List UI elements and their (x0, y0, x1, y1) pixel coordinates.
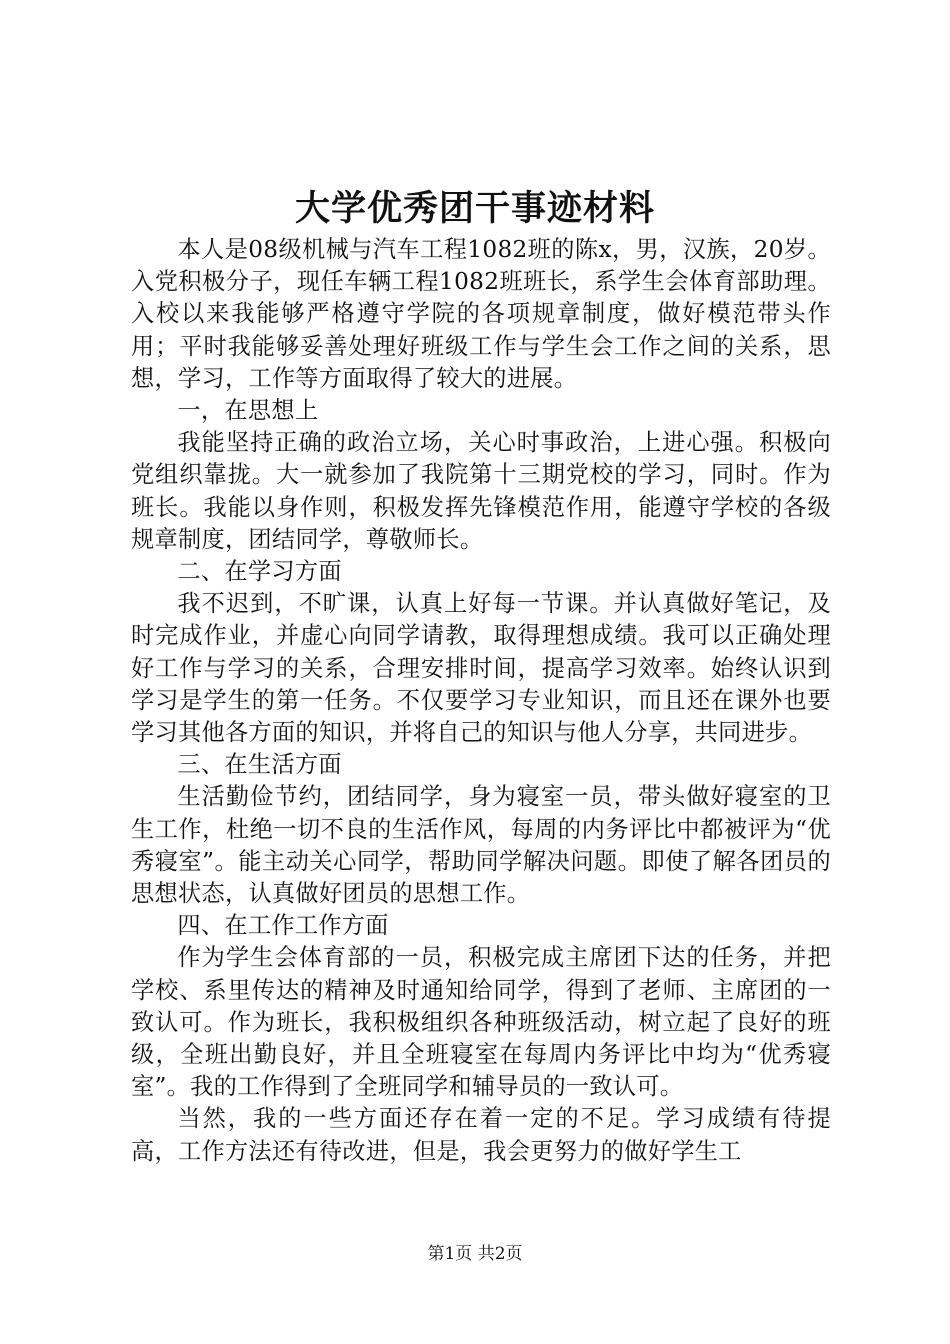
document-title: 大学优秀团干事迹材料 (294, 188, 655, 229)
paragraph-conclusion: 当然，我的一些方面还存在着一定的不足。学习成绩有待提高，工作方法还有待改进，但是，我会更努力的做好学生工 (131, 1105, 831, 1165)
paragraph-work: 作为学生会体育部的一员，积极完成主席团下达的任务，并把学校、系里传达的精神及时通知给同学，得到了老师、主席团的一致认可。作为班长，我积极组织各种班级活动，树立起了良好的班级，全班出勤良好，并且全班寝室在每周内务评比中均为“优秀寝室”。我的工作得到了全班同学和辅导员的一致认可。 (131, 944, 831, 1101)
section-heading-work: 四、在工作工作方面 (177, 912, 389, 940)
paragraph-life: 生活勤俭节约，团结同学，身为寝室一员，带头做好寝室的卫生工作，杜绝一切不良的生活作风，每周的内务评比中都被评为“优秀寝室”。能主动关心同学，帮助同学解决问题。即使了解各团员的思想状态，认真做好团员的思想工作。 (131, 783, 831, 908)
page-number-footer: 第1页 共2页 (427, 1244, 523, 1264)
section-heading-study: 二、在学习方面 (177, 558, 342, 586)
paragraph-study: 我不迟到，不旷课，认真上好每一节课。并认真做好笔记，及时完成作业，并虚心向同学请教，取得理想成绩。我可以正确处理好工作与学习的关系，合理安排时间，提高学习效率。始终认识到学习是学生的第一任务。不仅要学习专业知识，而且还在课外也要学习其他各方面的知识，并将自己的知识与他人分享，共同进步。 (131, 590, 831, 747)
paragraph-thought: 我能坚持正确的政治立场，关心时事政治，上进心强。积极向党组织靠拢。大一就参加了我院第十三期党校的学习，同时。作为班长。我能以身作则，积极发挥先锋模范作用，能遵守学校的各级规章制度，团结同学，尊敬师长。 (131, 429, 831, 553)
paragraph-intro: 本人是08级机械与汽车工程1082班的陈x，男，汉族，20岁。入党积极分子，现任车辆工程1082班班长，系学生会体育部助理。入校以来我能够严格遵守学院的各项规章制度，做好模范带头作用；平时我能够妥善处理好班级工作与学生会工作之间的关系，思想，学习，工作等方面取得了较大的进展。 (131, 236, 831, 392)
document-body (131, 234, 831, 1168)
section-heading-thought: 一，在思想上 (177, 397, 319, 425)
section-heading-life: 三、在生活方面 (177, 751, 342, 779)
